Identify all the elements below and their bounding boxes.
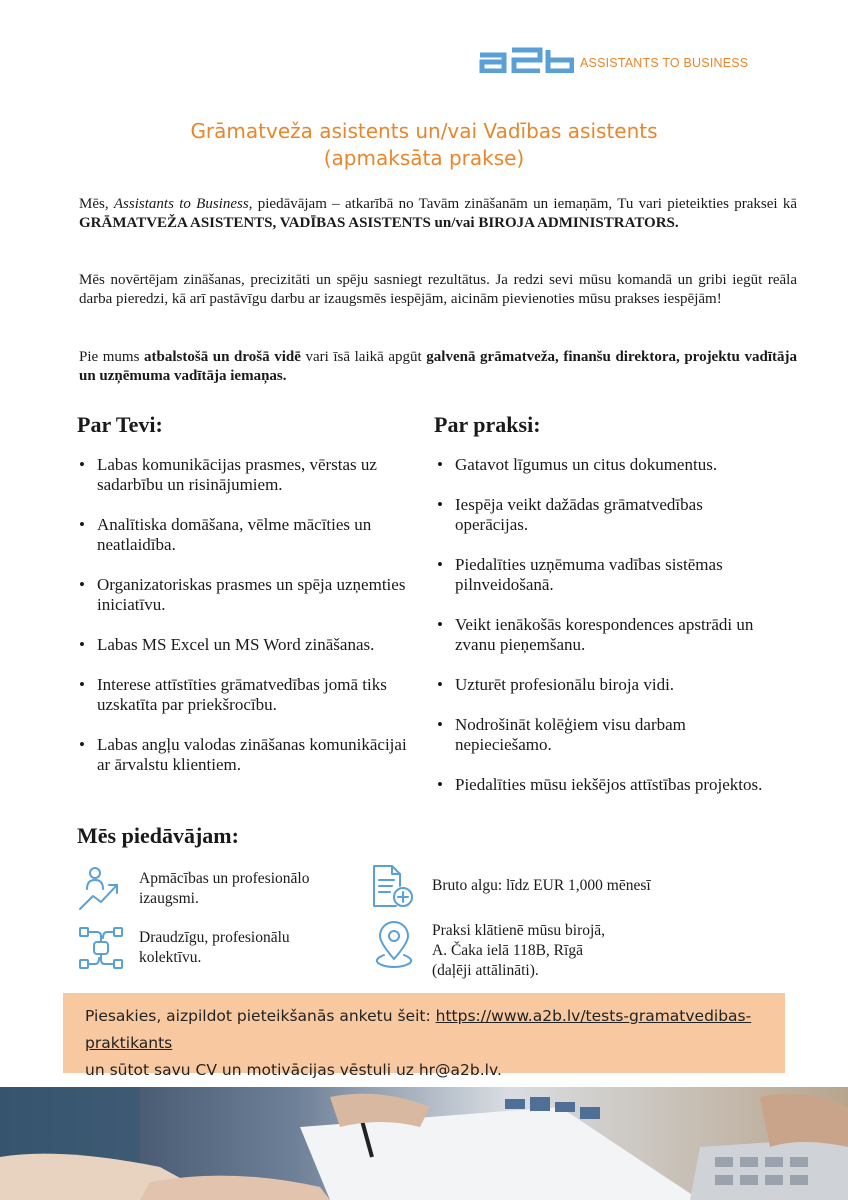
bullet: • [79,735,85,754]
environment-bold: atbalstošā un drošā vidē [144,349,301,365]
offer-location [370,921,605,981]
title-line-2: (apmaksāta prakse) [323,146,525,170]
list-item-text: Labas angļu valodas zināšanas komunikācijai ar ārvalstu klientiem. [97,735,407,774]
about-you-heading: Par Tevi: [77,412,163,437]
intro-text: Pie mums [79,349,145,365]
intro-text: Mēs, [79,196,114,212]
page-title [0,118,848,172]
list-item [77,455,417,495]
list-item-text: Gatavot līgumus un citus dokumentus. [455,455,718,474]
offer-text-line: Apmācības un profesionālo [139,870,310,887]
intro-paragraph-3 [79,348,797,386]
list-item [77,575,417,615]
list-item [77,735,417,775]
bullet: • [79,675,85,694]
offer-salary-text: Bruto algu: līdz EUR 1,000 mēnesī [432,877,651,894]
document-plus-icon [370,862,418,912]
bullet: • [79,455,85,474]
apply-text [85,1003,775,1084]
office-photo [0,1087,848,1200]
team-hands-icon [77,924,125,974]
title-line-1: Grāmatveža asistents un/vai Vadības asistents [190,119,658,143]
list-item [435,775,775,795]
growth-person-icon [77,865,125,915]
list-item-text: Veikt ienākošās korespondences apstrādi un zvanu pieņemšanu. [455,615,754,654]
offer-text-line: A. Čaka ielā 118B, Rīgā [432,942,583,959]
location-pin-icon [370,921,418,971]
list-item-text: Labas MS Excel un MS Word zināšanas. [97,635,375,654]
intro-paragraph-1 [79,195,797,233]
offer-text-line: Praksi klātienē mūsu birojā, [432,922,606,939]
roles-bold: GRĀMATVEŽA ASISTENTS, VADĪBAS ASISTENTS un/vai BIROJA ADMINISTRATORS. [79,215,679,231]
offer-text-line: kolektīvu. [139,949,202,966]
list-item-text: Organizatoriskas prasmes un spēja uzņemties iniciatīvu. [97,575,406,614]
apply-text-part: un sūtot savu CV un motivācijas vēstuli uz hr@a2b.lv. [85,1061,502,1079]
list-item-text: Nodrošināt kolēģiem visu darbam nepieciešamo. [455,715,686,754]
apply-text-part: Piesakies, aizpildot pieteikšanās anketu šeit: [85,1007,436,1025]
a2b-logo-mark [478,47,574,73]
bullet: • [437,615,443,634]
list-item [435,455,775,475]
offer-salary [370,862,651,912]
offer-team [77,924,290,974]
bullet: • [79,635,85,654]
list-item-text: Analītiska domāšana, vēlme mācīties un neatlaidība. [97,515,372,554]
about-internship-list [435,455,775,815]
list-item-text: Labas komunikācijas prasmes, vērstas uz sadarbību un risinājumiem. [97,455,377,494]
intro-text: , piedāvājam – atkarībā no Tavām zināšanām un iemaņām, Tu vari pieteikties praksei kā [248,196,797,212]
bullet: • [437,775,443,794]
list-item [435,615,775,655]
bullet: • [79,515,85,534]
company-name: ASSISTANTS TO BUSINESS [580,56,749,70]
list-item [77,675,417,715]
offer-training [77,865,309,915]
about-internship-heading: Par praksi: [434,412,541,437]
list-item-text: Piedalīties mūsu iekšējos attīstības projektos. [455,775,763,794]
bullet: • [437,715,443,734]
bullet: • [79,575,85,594]
offer-training-text [139,869,309,909]
list-item [435,555,775,595]
bullet: • [437,555,443,574]
list-item [435,495,775,535]
company-name-italic: Assistants to Business [113,196,249,212]
offer-location-text [432,921,605,981]
skills-bold: galvenā grāmatveža, finanšu direktora, projektu vadītāja un uzņēmuma vadītāja iemaņas. [79,349,797,384]
apply-banner [63,993,785,1079]
offer-text-line: Draudzīgu, profesionālu [139,929,290,946]
list-item [77,515,417,555]
about-you-list [77,455,417,795]
offer-text-line: (daļēji attālināti). [432,962,539,979]
list-item [435,675,775,695]
intro-paragraph-2: Mēs novērtējam zināšanas, precizitāti un spēju sasniegt rezultātus. Ja redzi sevi mūsu komandā un gribi iegūt reāla darba pieredzi, kā arī pastāvīgu darbu ar izaugsmēs iespējām, aicinām pievienoties mūsu prakses iespējām! [79,272,797,307]
bullet: • [437,495,443,514]
list-item-text: Piedalīties uzņēmuma vadības sistēmas pilnveidošanā. [455,555,723,594]
offer-heading: Mēs piedāvājam: [77,823,239,848]
list-item-text: Interese attīstīties grāmatvedības jomā tiks uzskatīta par priekšrocību. [97,675,387,714]
company-logo [478,47,748,73]
list-item [77,635,417,655]
application-form-link[interactable]: https://www.a2b.lv/tests-gramatvedibas-praktikants [85,1007,752,1052]
offer-text-line: izaugsmi. [139,890,199,907]
bullet: • [437,675,443,694]
offer-team-text [139,928,290,968]
list-item [435,715,775,755]
intro-text: vari īsā laikā apgūt [300,349,427,365]
bullet: • [437,455,443,474]
list-item-text: Iespēja veikt dažādas grāmatvedības operācijas. [455,495,703,534]
list-item-text: Uzturēt profesionālu biroja vidi. [455,675,675,694]
office-photo-illustration [0,1087,848,1200]
